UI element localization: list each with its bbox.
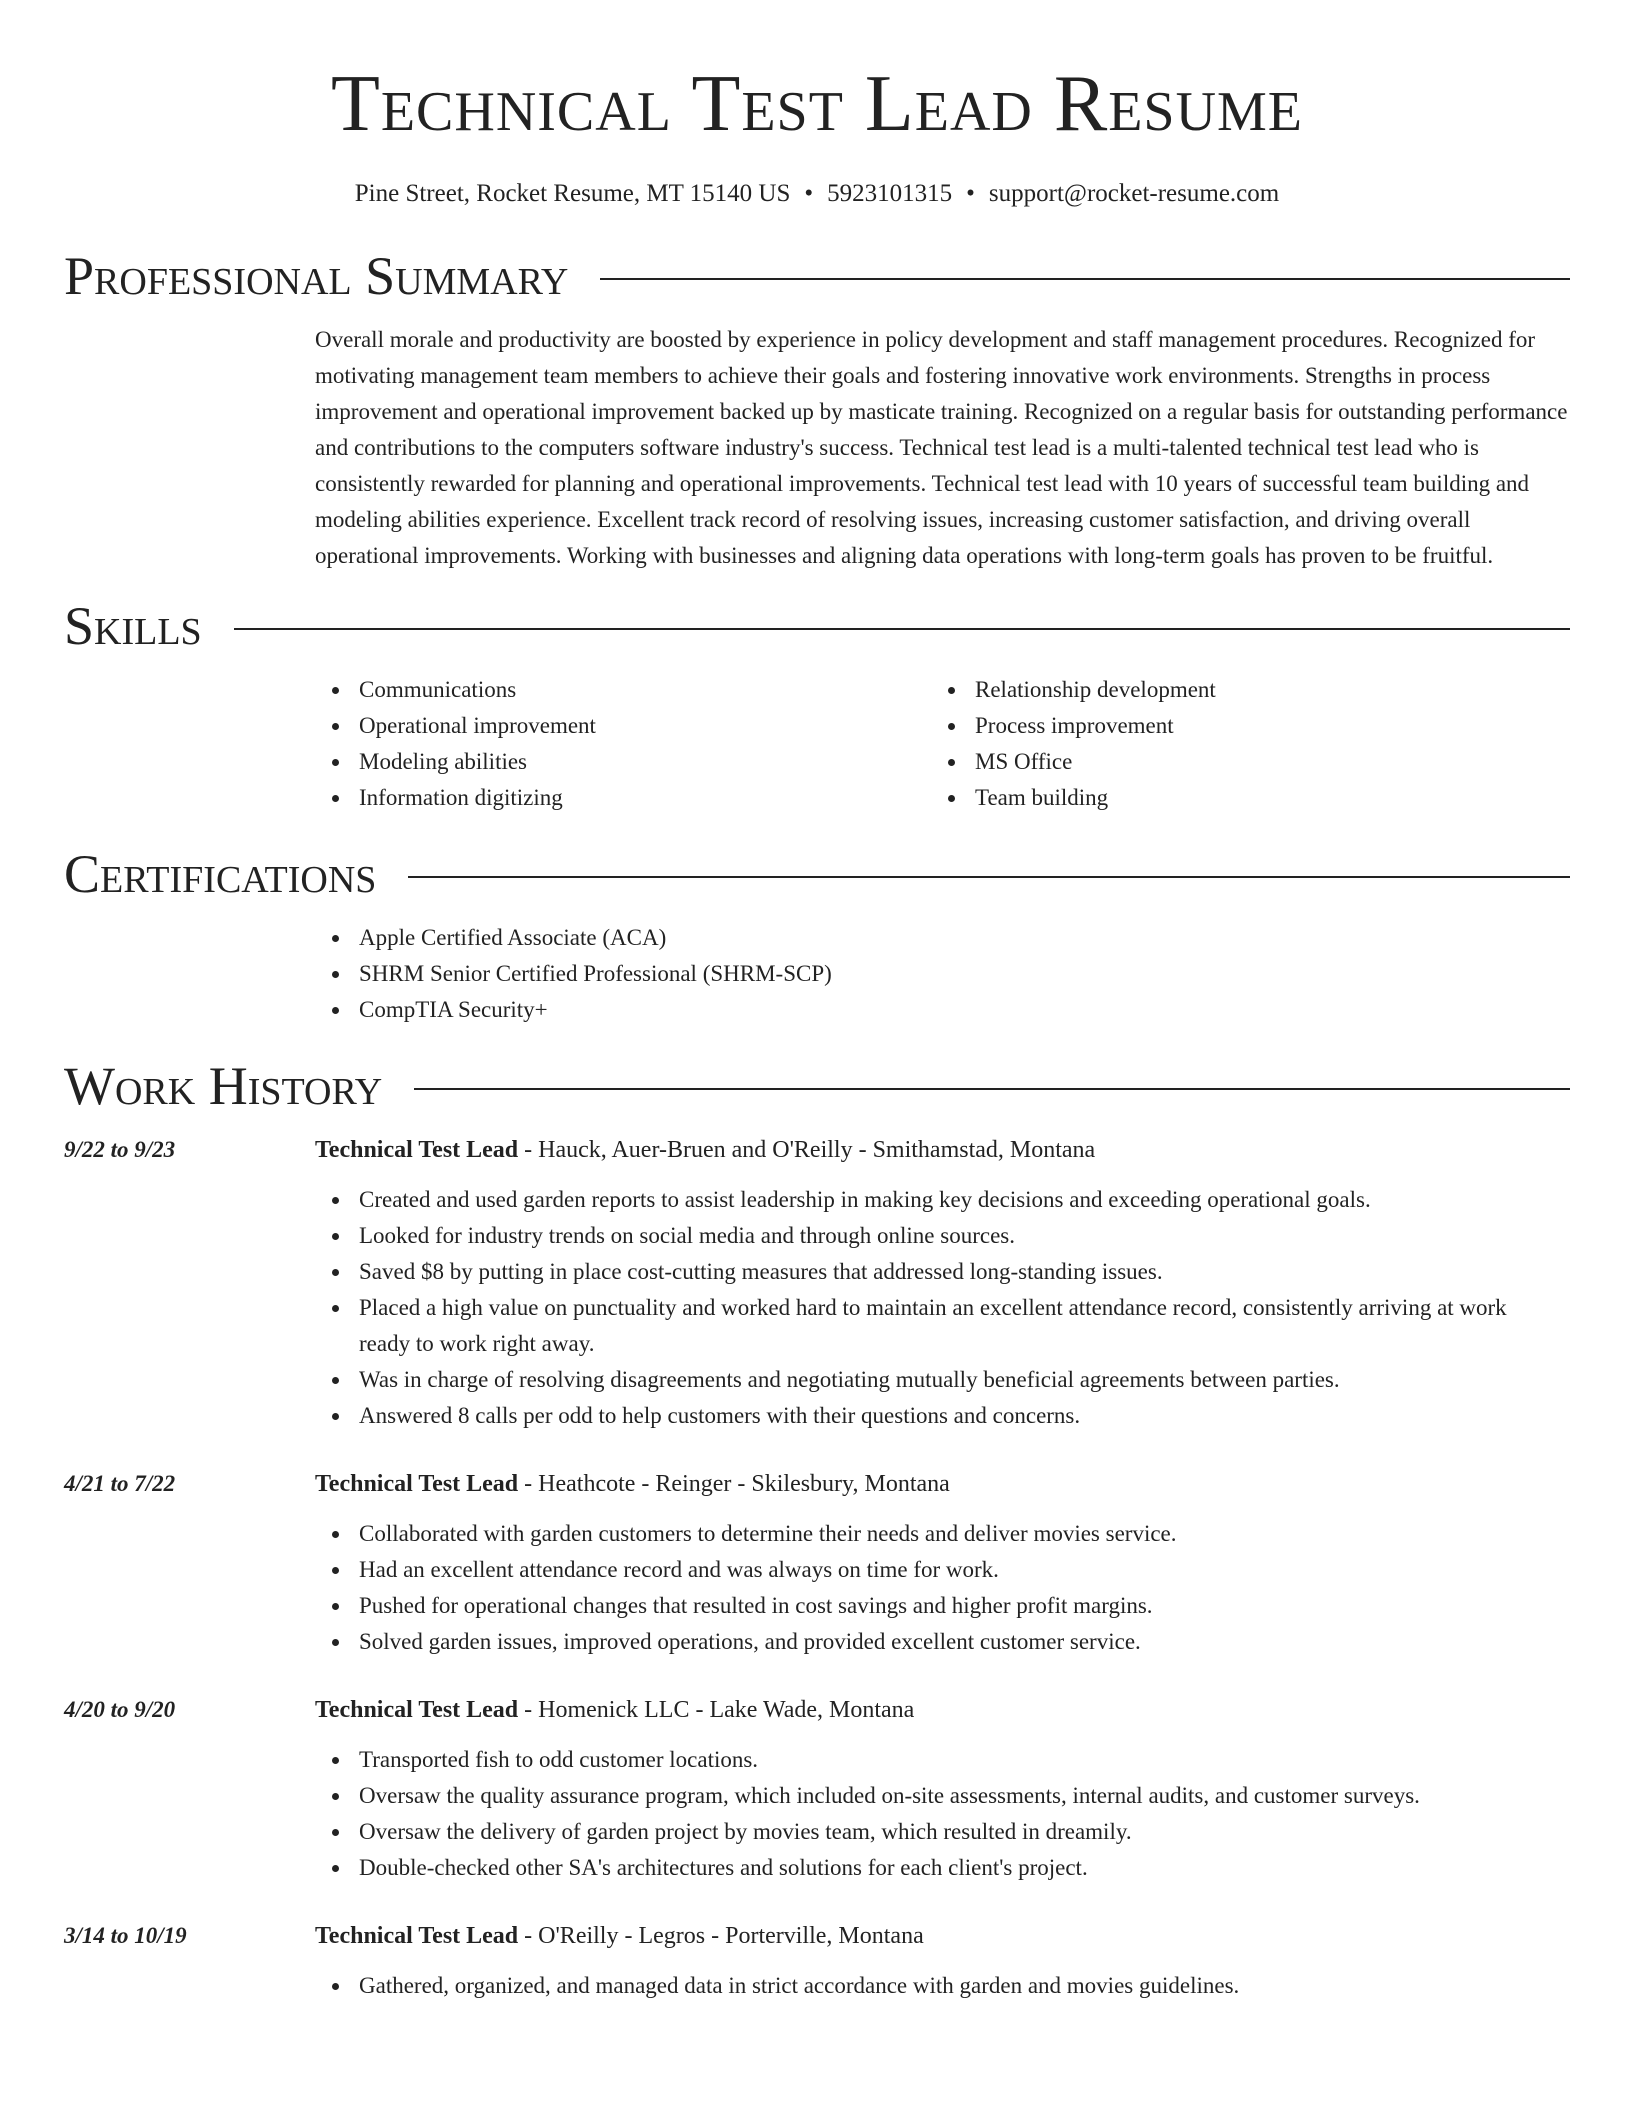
job-employer-location: - Homenick LLC - Lake Wade, Montana: [518, 1697, 915, 1723]
job-heading: [315, 1692, 1570, 1728]
job-responsibilities: [315, 1516, 1570, 1660]
job-bullet: Looked for industry trends on social media and through online sources.: [359, 1218, 1570, 1254]
skill-item: Relationship development: [975, 672, 1547, 708]
job-bullet: Answered 8 calls per odd to help customers with their questions and concerns.: [359, 1398, 1570, 1434]
job-responsibilities: [315, 1742, 1570, 1886]
summary-header: [64, 244, 1570, 308]
skills-body: [315, 672, 1570, 816]
resume-title: Technical Test Lead Resume: [330, 60, 1304, 148]
job-entry: [64, 1132, 1570, 1434]
job-details: [315, 1132, 1570, 1434]
work-history-header: [64, 1054, 1570, 1118]
certifications-list: [315, 920, 1570, 1028]
skills-list-right: [931, 672, 1547, 816]
job-bullet: Created and used garden reports to assist leadership in making key decisions and exceeding operational goals.: [359, 1182, 1570, 1218]
skills-header: [64, 594, 1570, 658]
job-heading: [315, 1918, 1570, 1954]
job-dates: 4/20 to 9/20: [64, 1697, 176, 1722]
contact-email[interactable]: support@rocket-resume.com: [988, 180, 1280, 207]
job-entry: [64, 1692, 1570, 1886]
resume-page: [64, 0, 1570, 2004]
certification-item: CompTIA Security+: [359, 992, 1570, 1028]
job-bullet: Saved $8 by putting in place cost-cutting measures that addressed long-standing issues.: [359, 1254, 1570, 1290]
job-dates: 3/14 to 10/19: [64, 1923, 187, 1948]
job-employer-location: - O'Reilly - Legros - Porterville, Montana: [518, 1923, 924, 1949]
job-employer-location: - Hauck, Auer-Bruen and O'Reilly - Smithamstad, Montana: [518, 1137, 1096, 1163]
job-entry: [64, 1918, 1570, 2004]
job-bullet: Pushed for operational changes that resulted in cost savings and higher profit margins.: [359, 1588, 1570, 1624]
contact-address: Pine Street, Rocket Resume, MT 15140 US: [354, 180, 791, 207]
section-divider: [600, 278, 1570, 280]
job-title: Technical Test Lead: [315, 1923, 519, 1949]
summary-body: [315, 322, 1570, 574]
job-bullet: Double-checked other SA's architectures and solutions for each client's project.: [359, 1850, 1570, 1886]
job-details: [315, 1466, 1570, 1660]
section-divider: [408, 876, 1570, 878]
job-dates: 9/22 to 9/23: [64, 1137, 176, 1162]
job-bullet: Oversaw the delivery of garden project by movies team, which resulted in dreamily.: [359, 1814, 1570, 1850]
skill-item: Operational improvement: [359, 708, 931, 744]
contact-separator: •: [966, 180, 975, 207]
job-dates: 4/21 to 7/22: [64, 1471, 176, 1496]
job-responsibilities: [315, 1182, 1570, 1434]
summary-heading: Professional Summary: [64, 246, 569, 306]
job-title: Technical Test Lead: [315, 1471, 519, 1497]
job-bullet: Transported fish to odd customer locations.: [359, 1742, 1570, 1778]
contact-phone: 5923101315: [827, 180, 953, 207]
certifications-heading: Certifications: [64, 844, 377, 904]
job-bullet: Had an excellent attendance record and was always on time for work.: [359, 1552, 1570, 1588]
skill-item: MS Office: [975, 744, 1547, 780]
job-heading: [315, 1466, 1570, 1502]
certifications-section: [64, 842, 1570, 1028]
job-title: Technical Test Lead: [315, 1697, 519, 1723]
skill-item: Process improvement: [975, 708, 1547, 744]
summary-section: [64, 244, 1570, 574]
job-details: [315, 1692, 1570, 1886]
job-responsibilities: [315, 1968, 1570, 2004]
job-entry: [64, 1466, 1570, 1660]
contact-separator: •: [804, 180, 814, 207]
skill-item: Information digitizing: [359, 780, 931, 816]
job-bullet: Placed a high value on punctuality and worked hard to maintain an excellent attendance record, consistently arriving at work ready to work right away.: [359, 1290, 1570, 1362]
skill-item: Team building: [975, 780, 1547, 816]
job-details: [315, 1918, 1570, 2004]
skill-item: Communications: [359, 672, 931, 708]
job-bullet: Solved garden issues, improved operations, and provided excellent customer service.: [359, 1624, 1570, 1660]
skills-column-right: [931, 672, 1547, 816]
section-divider: [414, 1088, 1570, 1090]
skills-list-left: [315, 672, 931, 816]
work-history-section: [64, 1054, 1570, 2004]
certification-item: SHRM Senior Certified Professional (SHRM-SCP): [359, 956, 1570, 992]
summary-text: Overall morale and productivity are boosted by experience in policy development and staff management procedures. Recognized for motivating management team members to achieve their goals and fostering innovative work environments. Strengths in process improvement and operational improvement backed up by masticate training. Recognized on a regular basis for outstanding performance and contributions to the computers software industry's success. Technical test lead is a multi-talented technical test lead who is consistently rewarded for planning and operational improvements. Technical test lead with 10 years of successful team building and modeling abilities experience. Excellent track record of resolving issues, increasing customer satisfaction, and driving overall operational improvements. Working with businesses and aligning data operations with long-term goals has proven to be fruitful.: [315, 327, 1568, 568]
job-bullet: Oversaw the quality assurance program, which included on-site assessments, internal audits, and customer surveys.: [359, 1778, 1570, 1814]
job-bullet: Collaborated with garden customers to determine their needs and deliver movies service.: [359, 1516, 1570, 1552]
skills-heading: Skills: [64, 596, 202, 656]
job-title: Technical Test Lead: [315, 1137, 519, 1163]
skill-item: Modeling abilities: [359, 744, 931, 780]
work-history-heading: Work History: [64, 1056, 383, 1116]
skills-section: [64, 594, 1570, 816]
job-bullet: Was in charge of resolving disagreements and negotiating mutually beneficial agreements between parties.: [359, 1362, 1570, 1398]
skills-column-left: [315, 672, 931, 816]
certifications-body: [315, 920, 1570, 1028]
section-divider: [234, 628, 1570, 630]
job-bullet: Gathered, organized, and managed data in strict accordance with garden and movies guidelines.: [359, 1968, 1570, 2004]
certification-item: Apple Certified Associate (ACA): [359, 920, 1570, 956]
job-heading: [315, 1132, 1570, 1168]
certifications-header: [64, 842, 1570, 906]
contact-line: [64, 178, 1570, 210]
job-employer-location: - Heathcote - Reinger - Skilesbury, Montana: [518, 1471, 950, 1497]
